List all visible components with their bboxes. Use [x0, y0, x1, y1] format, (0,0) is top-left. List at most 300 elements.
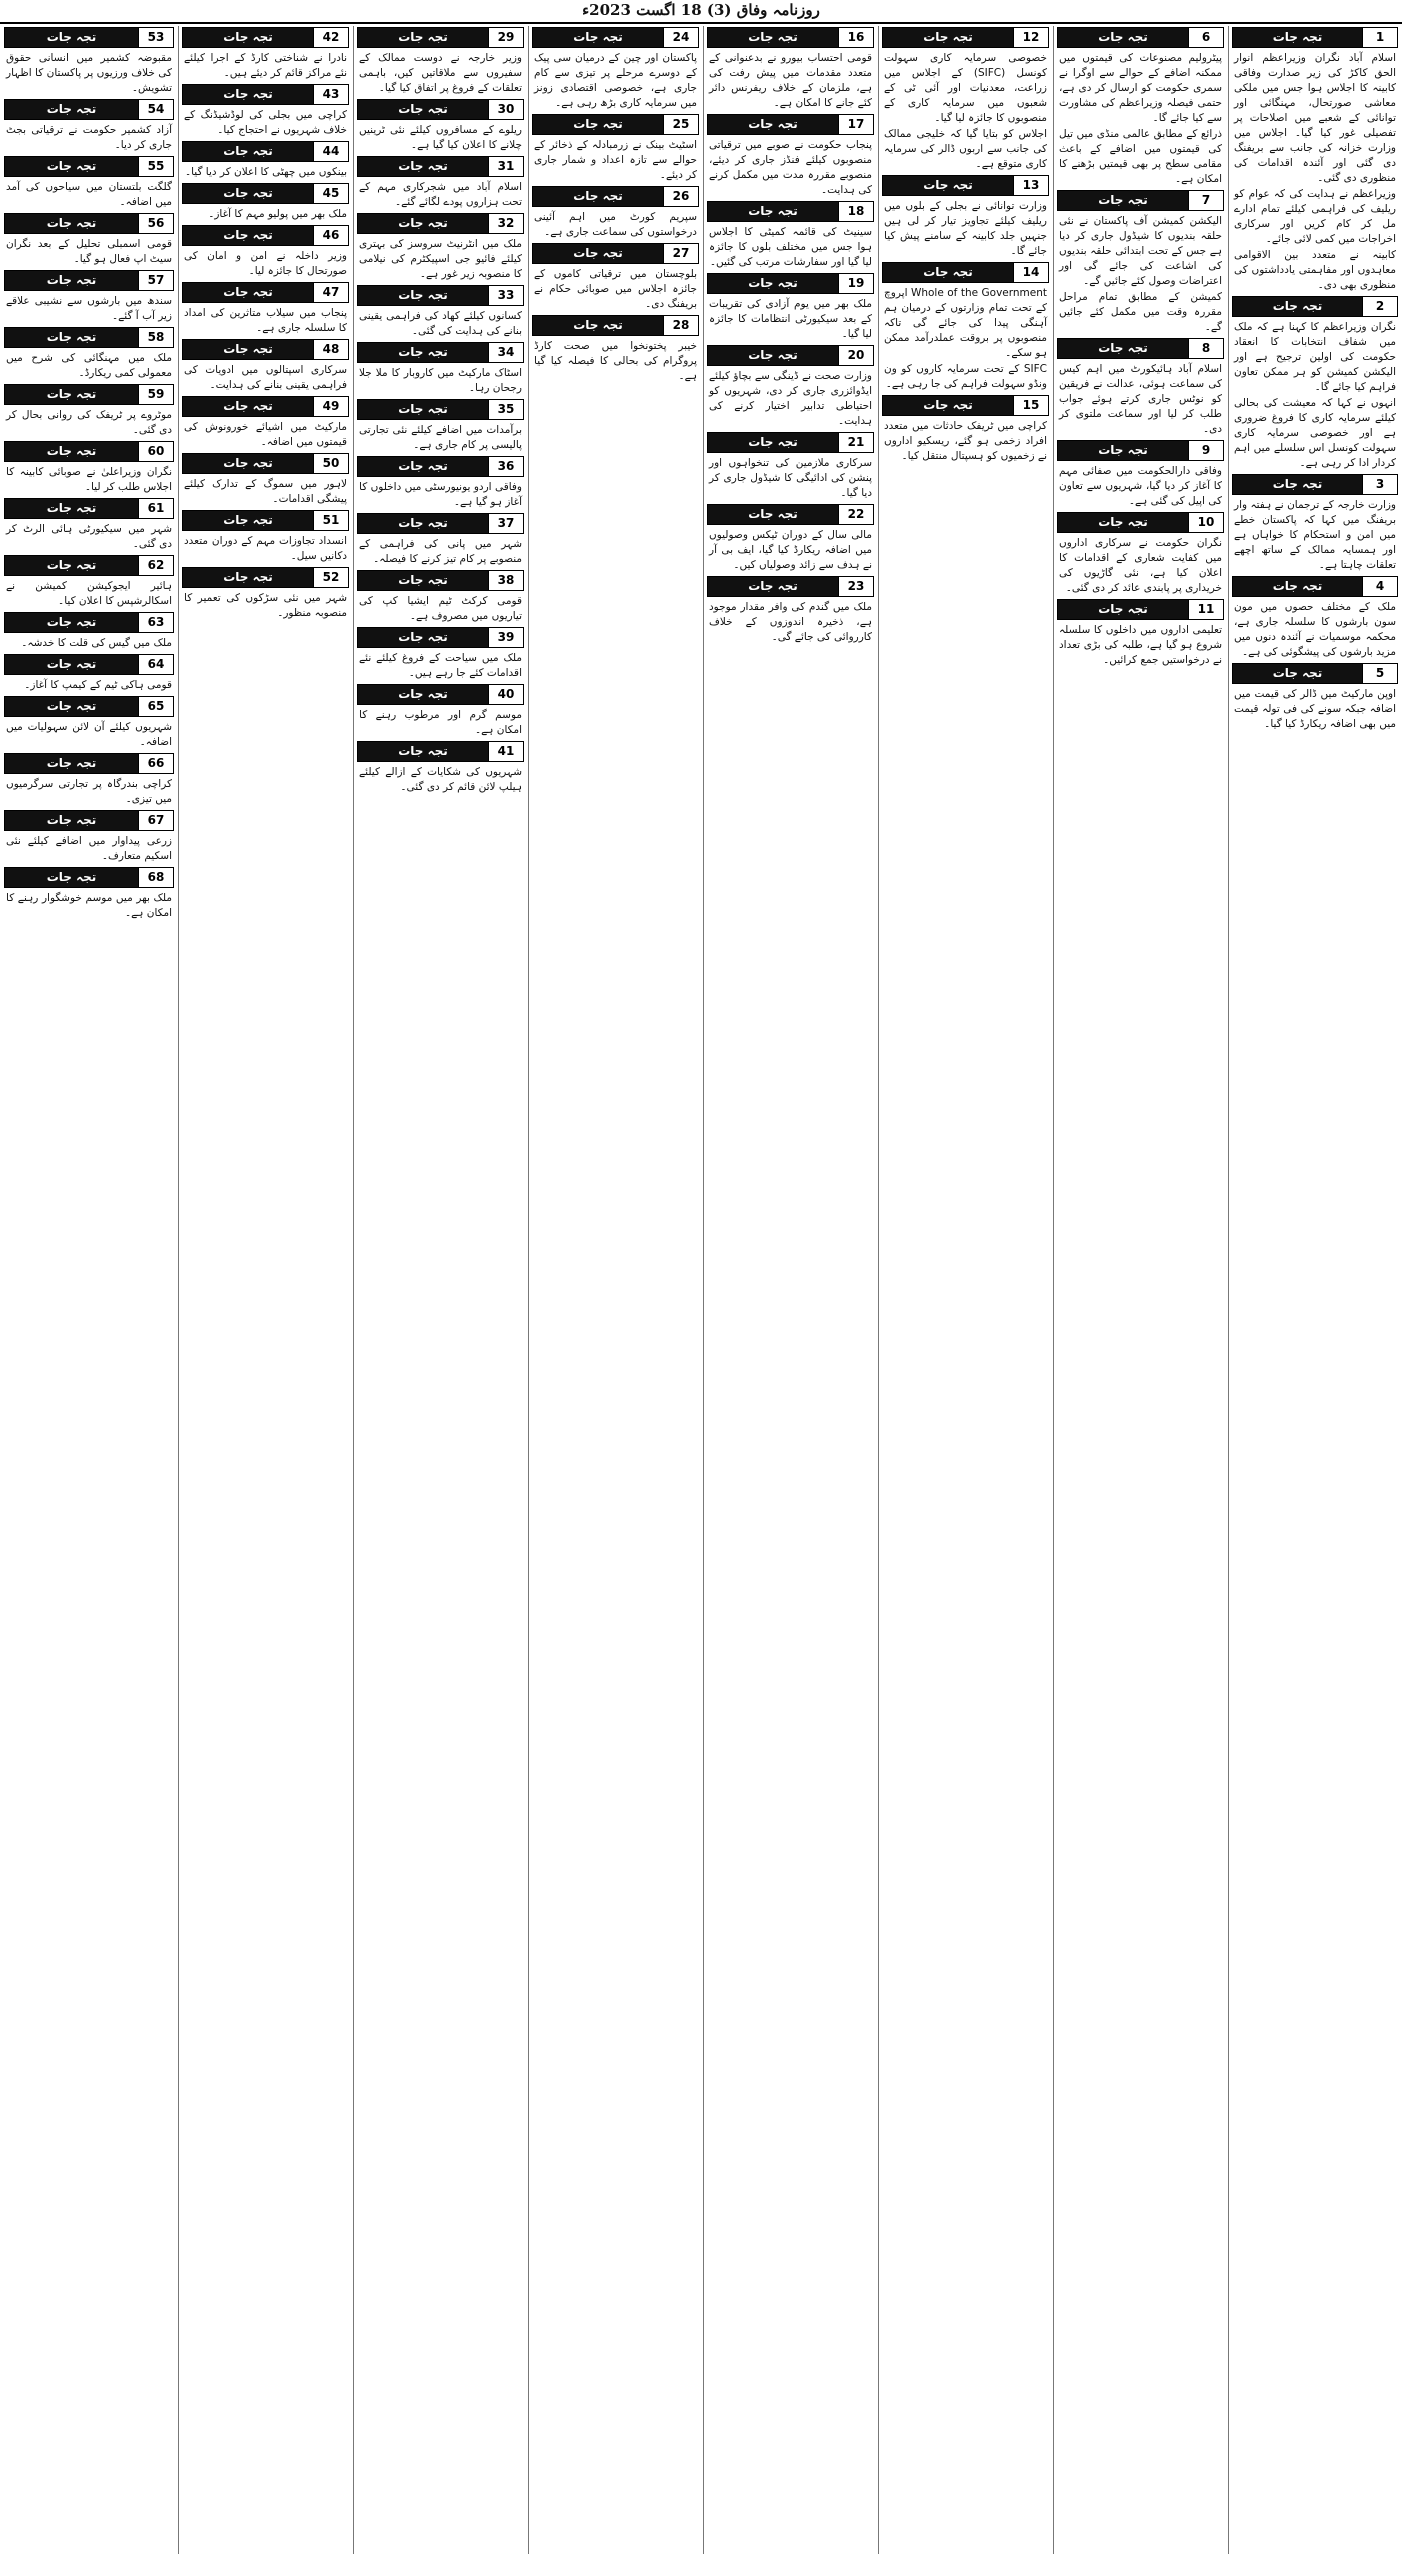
news-item: [182, 27, 349, 81]
column-8: [4, 24, 174, 2556]
news-item: [1057, 338, 1224, 437]
news-item-label: تجہ جات: [1233, 297, 1362, 316]
news-paragraph: وزیر داخلہ نے امن و امان کی صورتحال کا جائزہ لیا۔: [184, 250, 347, 277]
news-item-header: [532, 243, 699, 264]
news-item-header: [182, 396, 349, 417]
news-item-body: [532, 339, 699, 384]
column-divider: [703, 26, 704, 2554]
news-paragraph: بلوچستان میں ترقیاتی کاموں کے جائزہ اجلاس میں صوبائی حکام نے بریفنگ دی۔: [534, 268, 697, 310]
news-item: [4, 867, 174, 921]
news-paragraph: ہائیر ایجوکیشن کمیشن نے اسکالرشپس کا اعلان کیا۔: [6, 580, 172, 607]
news-item-number: 45: [313, 184, 348, 203]
news-item-body: [4, 777, 174, 807]
news-item-number: 36: [488, 457, 523, 476]
news-item: [182, 183, 349, 222]
news-item-number: 34: [488, 343, 523, 362]
news-paragraph: آزاد کشمیر حکومت نے ترقیاتی بجٹ جاری کر دیا۔: [6, 124, 172, 151]
news-paragraph: لاہور میں سموگ کے تدارک کیلئے پیشگی اقدامات۔: [184, 478, 347, 505]
news-item-header: [4, 441, 174, 462]
news-item-number: 43: [313, 85, 348, 104]
news-item: [4, 156, 174, 210]
news-item-label: تجہ جات: [358, 157, 488, 176]
news-item-body: [1057, 51, 1224, 187]
news-item: [1232, 663, 1398, 732]
news-item-number: 49: [313, 397, 348, 416]
news-item-header: [182, 453, 349, 474]
news-item-header: [1232, 663, 1398, 684]
news-item-body: [4, 408, 174, 438]
news-paragraph: انہوں نے کہا کہ معیشت کی بحالی کیلئے سرمایہ کاری کا فروغ ضروری ہے اور خصوصی سرمایہ کاری سہولت کونسل اس سلسلے میں اہم کردار ادا کر رہی ہے۔: [1234, 397, 1396, 469]
news-item-body: [4, 123, 174, 153]
news-paragraph: ذرائع کے مطابق عالمی منڈی میں تیل کی قیمتوں میں اضافے کے باعث مقامی سطح پر بھی قیمتیں بڑھنے کا امکان ہے۔: [1059, 128, 1222, 185]
news-paragraph: خصوصی سرمایہ کاری سہولت کونسل (SIFC) کے اجلاس میں زراعت، معدنیات اور آئی ٹی کے شعبوں میں سرمایہ کاری کے منصوبوں کا جائزہ لیا گیا۔: [884, 52, 1047, 124]
news-item-label: تجہ جات: [358, 343, 488, 362]
news-item-label: تجہ جات: [5, 214, 138, 233]
column-divider: [878, 26, 879, 2554]
news-item-body: [707, 51, 874, 111]
news-item-header: [707, 576, 874, 597]
news-item: [1057, 440, 1224, 509]
news-item-header: [4, 810, 174, 831]
news-item-body: [182, 249, 349, 279]
news-paragraph: اوپن مارکیٹ میں ڈالر کی قیمت میں اضافہ جبکہ سونے کی فی تولہ قیمت میں بھی اضافہ ریکارڈ کیا گیا۔: [1234, 688, 1396, 730]
news-item-body: [357, 480, 524, 510]
news-paragraph: الیکشن کمیشن آف پاکستان نے نئی حلقہ بندیوں کا شیڈول جاری کر دیا ہے جس کے تحت ابتدائی حلقہ بندیوں کی اشاعت کی جائے گی اور اعتراضات وصول کئے جائیں گے۔: [1059, 215, 1222, 287]
news-item-header: [1057, 512, 1224, 533]
news-item-label: تجہ جات: [5, 157, 138, 176]
news-item-label: تجہ جات: [533, 187, 663, 206]
news-item-label: تجہ جات: [1058, 339, 1188, 358]
news-item-number: 32: [488, 214, 523, 233]
news-item-header: [182, 510, 349, 531]
news-item-header: [4, 327, 174, 348]
news-paragraph: ملک میں انٹرنیٹ سروسز کی بہتری کیلئے فائیو جی اسپیکٹرم کی نیلامی کا منصوبہ زیر غور ہے۔: [359, 238, 522, 280]
news-paragraph: ملک کے مختلف حصوں میں مون سون بارشوں کا سلسلہ جاری ہے، محکمہ موسمیات نے آئندہ دنوں میں مزید بارشوں کی پیشگوئی کی ہے۔: [1234, 601, 1396, 658]
news-item: [357, 27, 524, 96]
news-item-number: 26: [663, 187, 698, 206]
news-item-header: [357, 342, 524, 363]
column-2: [1057, 24, 1224, 2556]
news-item-number: 13: [1013, 176, 1048, 195]
news-item-body: [182, 420, 349, 450]
column-divider: [1053, 26, 1054, 2554]
news-item-label: تجہ جات: [883, 396, 1013, 415]
news-item-body: [4, 636, 174, 651]
news-item-label: تجہ جات: [5, 271, 138, 290]
news-item-label: تجہ جات: [358, 742, 488, 761]
news-item-body: [1232, 600, 1398, 660]
news-item-number: 18: [838, 202, 873, 221]
column-5: [532, 24, 699, 2556]
news-item: [882, 395, 1049, 464]
news-item-label: تجہ جات: [533, 28, 663, 47]
news-item-number: 14: [1013, 263, 1048, 282]
news-item: [532, 114, 699, 183]
column-7: [182, 24, 349, 2556]
news-item-number: 59: [138, 385, 173, 404]
news-item: [182, 396, 349, 450]
news-item-number: 58: [138, 328, 173, 347]
news-item-number: 37: [488, 514, 523, 533]
news-item-number: 9: [1188, 441, 1223, 460]
news-item-number: 46: [313, 226, 348, 245]
news-item: [357, 213, 524, 282]
news-item: [357, 285, 524, 339]
news-paragraph: انسداد تجاوزات مہم کے دوران متعدد دکانیں سیل۔: [184, 535, 347, 562]
news-item-label: تجہ جات: [1058, 513, 1188, 532]
news-item: [1232, 576, 1398, 660]
news-item: [532, 243, 699, 312]
news-item-body: [707, 369, 874, 429]
news-item: [1057, 27, 1224, 187]
news-paragraph: شہر میں پانی کی فراہمی کے منصوبے پر کام تیز کرنے کا فیصلہ۔: [359, 538, 522, 565]
news-item-number: 4: [1362, 577, 1397, 596]
news-item-header: [707, 504, 874, 525]
news-item-body: [532, 51, 699, 111]
news-item-body: [4, 522, 174, 552]
news-item-header: [182, 183, 349, 204]
news-item-label: تجہ جات: [358, 514, 488, 533]
news-item-header: [357, 741, 524, 762]
news-item: [357, 684, 524, 738]
news-item-header: [882, 395, 1049, 416]
news-paragraph: نگران وزیراعلیٰ نے صوبائی کابینہ کا اجلاس طلب کر لیا۔: [6, 466, 172, 493]
news-item-body: [357, 309, 524, 339]
news-item-number: 47: [313, 283, 348, 302]
news-item-body: [357, 180, 524, 210]
news-item-header: [4, 498, 174, 519]
news-paragraph: کابینہ نے متعدد بین الاقوامی معاہدوں اور مفاہمتی یادداشتوں کی منظوری بھی دی۔: [1234, 249, 1396, 291]
news-item-header: [707, 432, 874, 453]
news-paragraph: پنجاب حکومت نے صوبے میں ترقیاتی منصوبوں کیلئے فنڈز جاری کر دیئے، منصوبے مقررہ مدت میں مکمل کرنے کی ہدایت۔: [709, 139, 872, 196]
news-item-label: تجہ جات: [5, 385, 138, 404]
news-item-label: تجہ جات: [183, 511, 313, 530]
news-item-number: 41: [488, 742, 523, 761]
news-item-body: [4, 351, 174, 381]
news-item-label: تجہ جات: [183, 454, 313, 473]
news-item-body: [4, 678, 174, 693]
news-item-header: [532, 27, 699, 48]
news-item: [1232, 27, 1398, 293]
news-item-label: تجہ جات: [1058, 441, 1188, 460]
news-item-number: 27: [663, 244, 698, 263]
news-item-header: [357, 684, 524, 705]
news-item-number: 20: [838, 346, 873, 365]
news-item: [182, 141, 349, 180]
news-item-header: [357, 156, 524, 177]
news-item-label: تجہ جات: [5, 868, 138, 887]
news-item: [707, 576, 874, 645]
news-item: [4, 498, 174, 552]
news-item: [707, 201, 874, 270]
news-item-number: 29: [488, 28, 523, 47]
news-item-label: تجہ جات: [1233, 475, 1362, 494]
news-item-number: 56: [138, 214, 173, 233]
news-item-label: تجہ جات: [358, 28, 488, 47]
news-item-header: [4, 654, 174, 675]
news-item-body: [4, 51, 174, 96]
news-item-header: [357, 213, 524, 234]
news-item-header: [882, 27, 1049, 48]
news-item: [182, 84, 349, 138]
news-item: [182, 567, 349, 621]
news-paragraph: کراچی میں ٹریفک حادثات میں متعدد افراد زخمی ہو گئے، ریسکیو اداروں نے زخمیوں کو ہسپتال منتقل کیا۔: [884, 420, 1047, 462]
news-paragraph: سینیٹ کی قائمہ کمیٹی کا اجلاس ہوا جس میں مختلف بلوں کا جائزہ لیا گیا اور سفارشات مرتب کی گئیں۔: [709, 226, 872, 268]
news-paragraph: نگران حکومت نے سرکاری اداروں میں کفایت شعاری کے اقدامات کا اعلان کیا ہے، نئی گاڑیوں کی خریداری پر پابندی عائد کر دی گئی۔: [1059, 537, 1222, 594]
news-item-header: [357, 99, 524, 120]
news-item-label: تجہ جات: [183, 568, 313, 587]
news-item-label: تجہ جات: [708, 577, 838, 596]
news-item-body: [357, 708, 524, 738]
news-item-number: 30: [488, 100, 523, 119]
news-paragraph: ملک میں گیس کی قلت کا خدشہ۔: [21, 637, 172, 649]
news-item-number: 65: [138, 697, 173, 716]
news-item-header: [4, 99, 174, 120]
news-paragraph: ریلوے کے مسافروں کیلئے نئی ٹرینیں چلانے کا اعلان کیا گیا ہے۔: [359, 124, 522, 151]
news-item-header: [182, 225, 349, 246]
news-item-label: تجہ جات: [1233, 28, 1362, 47]
news-paragraph: اسلام آباد نگران وزیراعظم انوار الحق کاکڑ کی زیر صدارت وفاقی کابینہ کا اجلاس ہوا جس میں ملکی معاشی صورتحال، مہنگائی اور توانائی کے شعبے میں اصلاحات پر تفصیلی غور کیا گیا۔ اجلاس میں وزارت خزانہ کی جانب سے بریفنگ دی گئی اور آئندہ اقدامات کی منظوری دی گئی۔: [1234, 52, 1396, 184]
news-item-body: [1057, 214, 1224, 335]
news-paragraph: قومی کرکٹ ٹیم ایشیا کپ کی تیاریوں میں مصروف ہے۔: [359, 595, 522, 622]
news-paragraph: ملک بھر میں یوم آزادی کی تقریبات کے بعد سیکیورٹی انتظامات کا جائزہ لیا گیا۔: [709, 298, 872, 340]
news-item-label: تجہ جات: [1058, 28, 1188, 47]
news-item-header: [707, 114, 874, 135]
news-item: [707, 114, 874, 198]
column-3: [882, 24, 1049, 2556]
news-paragraph: وفاقی دارالحکومت میں صفائی مہم کا آغاز کر دیا گیا، شہریوں سے تعاون کی اپیل کی گئی ہے۔: [1059, 465, 1222, 507]
news-item: [182, 510, 349, 564]
column-divider: [528, 26, 529, 2554]
news-item: [532, 315, 699, 384]
news-item: [707, 27, 874, 111]
news-item-label: تجہ جات: [708, 274, 838, 293]
news-item: [357, 342, 524, 396]
news-item-number: 66: [138, 754, 173, 773]
news-paragraph: بینکوں میں چھٹی کا اعلان کر دیا گیا۔: [184, 166, 347, 178]
news-item-label: تجہ جات: [533, 244, 663, 263]
news-item: [4, 555, 174, 609]
news-item-header: [1057, 190, 1224, 211]
news-paragraph: سرکاری ملازمین کی تنخواہوں اور پنشن کی ادائیگی کا شیڈول جاری کر دیا گیا۔: [709, 457, 872, 499]
news-item-number: 23: [838, 577, 873, 596]
news-item-body: [182, 207, 349, 222]
news-paragraph: نادرا نے شناختی کارڈ کے اجرا کیلئے نئے مراکز قائم کر دیئے ہیں۔: [184, 52, 347, 79]
news-item-number: 28: [663, 316, 698, 335]
news-item-header: [4, 270, 174, 291]
news-item: [357, 570, 524, 624]
news-item-header: [1232, 576, 1398, 597]
news-item-number: 38: [488, 571, 523, 590]
news-item-body: [4, 891, 174, 921]
news-item-number: 22: [838, 505, 873, 524]
news-item: [1057, 512, 1224, 596]
news-item-body: [707, 528, 874, 573]
news-item-header: [532, 114, 699, 135]
news-item-body: [1232, 498, 1398, 573]
news-item-body: [1232, 687, 1398, 732]
news-item-body: [532, 138, 699, 183]
news-paragraph: Whole of the Government اپروچ کے تحت تمام وزارتوں کے درمیان ہم آہنگی پیدا کی جائے گی تاکہ منصوبوں پر بروقت عملدرآمد ممکن ہو سکے۔: [884, 287, 1048, 359]
news-item-number: 12: [1013, 28, 1048, 47]
news-item-number: 16: [838, 28, 873, 47]
news-paragraph: مالی سال کے دوران ٹیکس وصولیوں میں اضافہ ریکارڈ کیا گیا، ایف بی آر نے ہدف سے زائد وصولیاں کیں۔: [709, 529, 872, 571]
news-item: [1232, 296, 1398, 471]
news-item-label: تجہ جات: [5, 28, 138, 47]
news-item-label: تجہ جات: [5, 442, 138, 461]
news-item-number: 19: [838, 274, 873, 293]
news-item: [4, 99, 174, 153]
news-item: [4, 27, 174, 96]
news-item-label: تجہ جات: [358, 457, 488, 476]
news-item-number: 6: [1188, 28, 1223, 47]
news-item: [532, 186, 699, 240]
news-paragraph: خیبر پختونخوا میں صحت کارڈ پروگرام کی بحالی کا فیصلہ کیا گیا ہے۔: [534, 340, 697, 382]
news-item-number: 68: [138, 868, 173, 887]
news-paragraph: شہر میں سیکیورٹی ہائی الرٹ کر دی گئی۔: [6, 523, 172, 550]
news-item-number: 10: [1188, 513, 1223, 532]
news-item-body: [882, 51, 1049, 172]
news-paragraph: اجلاس کو بتایا گیا کہ خلیجی ممالک کی جانب سے اربوں ڈالر کی سرمایہ کاری متوقع ہے۔: [884, 128, 1047, 170]
news-item-header: [182, 567, 349, 588]
news-paragraph: کراچی میں بجلی کی لوڈشیڈنگ کے خلاف شہریوں نے احتجاج کیا۔: [184, 109, 347, 136]
news-item: [357, 156, 524, 210]
news-item-header: [357, 285, 524, 306]
news-item-number: 5: [1362, 664, 1397, 683]
news-item-number: 63: [138, 613, 173, 632]
news-item-body: [357, 651, 524, 681]
news-item: [4, 327, 174, 381]
news-item-header: [1232, 27, 1398, 48]
news-item-body: [532, 210, 699, 240]
news-item-label: تجہ جات: [183, 397, 313, 416]
news-item: [4, 696, 174, 750]
news-item: [882, 262, 1049, 392]
news-item-number: 21: [838, 433, 873, 452]
news-item-number: 61: [138, 499, 173, 518]
news-item-body: [4, 465, 174, 495]
news-item: [707, 273, 874, 342]
news-item-number: 52: [313, 568, 348, 587]
news-item-label: تجہ جات: [358, 628, 488, 647]
news-item-label: تجہ جات: [183, 28, 313, 47]
news-item-body: [1057, 464, 1224, 509]
news-item-body: [882, 419, 1049, 464]
news-item-label: تجہ جات: [1058, 191, 1188, 210]
news-item: [882, 27, 1049, 172]
news-paragraph: اسٹاک مارکیٹ میں کاروبار کا ملا جلا رجحان رہا۔: [359, 367, 522, 394]
news-item-label: تجہ جات: [5, 100, 138, 119]
news-paragraph: مارکیٹ میں اشیائے خورونوش کی قیمتوں میں اضافہ۔: [184, 421, 347, 448]
news-item-header: [4, 867, 174, 888]
news-item: [357, 513, 524, 567]
news-item-header: [707, 345, 874, 366]
news-paragraph: برآمدات میں اضافے کیلئے نئی تجارتی پالیسی پر کام جاری ہے۔: [359, 424, 522, 451]
news-item: [4, 384, 174, 438]
news-paragraph: مقبوضہ کشمیر میں انسانی حقوق کی خلاف ورزیوں پر پاکستان کا اظہار تشویش۔: [6, 52, 172, 94]
news-paragraph: قومی ہاکی ٹیم کے کیمپ کا آغاز۔: [24, 679, 172, 691]
news-item-header: [182, 141, 349, 162]
news-item-header: [357, 627, 524, 648]
news-item: [4, 270, 174, 324]
news-item-header: [182, 339, 349, 360]
news-item-number: 55: [138, 157, 173, 176]
news-item-label: تجہ جات: [883, 176, 1013, 195]
news-item-label: تجہ جات: [5, 328, 138, 347]
news-item-header: [182, 282, 349, 303]
news-paragraph: موسم گرم اور مرطوب رہنے کا امکان ہے۔: [359, 709, 522, 736]
news-paragraph: ملک بھر میں پولیو مہم کا آغاز۔: [208, 208, 347, 220]
news-paragraph: اسلام آباد ہائیکورٹ میں اہم کیس کی سماعت ہوئی، عدالت نے فریقین کو نوٹس جاری کرتے ہوئے جواب طلب کر لیا اور سماعت ملتوی کر دی۔: [1059, 363, 1222, 435]
news-item-label: تجہ جات: [1058, 600, 1188, 619]
news-item-number: 15: [1013, 396, 1048, 415]
news-item-label: تجہ جات: [708, 115, 838, 134]
news-item: [4, 612, 174, 651]
news-paragraph: سندھ میں بارشوں سے نشیبی علاقے زیر آب آ گئے۔: [6, 295, 172, 322]
news-item-label: تجہ جات: [5, 754, 138, 773]
news-item-label: تجہ جات: [358, 571, 488, 590]
news-item-label: تجہ جات: [708, 433, 838, 452]
news-paragraph: شہریوں کی شکایات کے ازالے کیلئے ہیلپ لائن قائم کر دی گئی۔: [359, 766, 522, 793]
news-paragraph: کمیشن کے مطابق تمام مراحل مقررہ وقت میں مکمل کئے جائیں گے۔: [1059, 291, 1222, 333]
news-item-body: [707, 600, 874, 645]
news-paragraph: وزارت صحت نے ڈینگی سے بچاؤ کیلئے ایڈوائزری جاری کر دی، شہریوں کو احتیاطی تدابیر اختیار کرنے کی ہدایت۔: [709, 370, 872, 427]
news-item-body: [182, 108, 349, 138]
news-item-label: تجہ جات: [5, 811, 138, 830]
news-item-header: [357, 570, 524, 591]
news-item: [182, 453, 349, 507]
news-paragraph: SIFC کے تحت سرمایہ کاروں کو ون ونڈو سہولت فراہم کی جا رہی ہے۔: [884, 363, 1047, 390]
column-6: [357, 24, 524, 2556]
news-item-label: تجہ جات: [183, 226, 313, 245]
news-item-label: تجہ جات: [5, 697, 138, 716]
news-item-header: [4, 555, 174, 576]
news-paragraph: پیٹرولیم مصنوعات کی قیمتوں میں ممکنہ اضافے کے حوالے سے اوگرا نے سمری حکومت کو ارسال کر دی ہے، حتمی فیصلہ وزیراعظم کی مشاورت سے کیا جائے گا۔: [1059, 52, 1222, 124]
news-item-number: 40: [488, 685, 523, 704]
news-item: [182, 282, 349, 336]
news-item: [4, 654, 174, 693]
news-item-number: 64: [138, 655, 173, 674]
news-item-body: [182, 363, 349, 393]
news-paragraph: قومی اسمبلی تحلیل کے بعد نگران سیٹ اپ فعال ہو گیا۔: [6, 238, 172, 265]
news-paragraph: قومی احتساب بیورو نے بدعنوانی کے متعدد مقدمات میں پیش رفت کی ہے، ملزمان کے خلاف ریفرنس دائر کئے جانے کا امکان ہے۔: [709, 52, 872, 109]
news-item-body: [4, 237, 174, 267]
news-item-header: [357, 456, 524, 477]
news-item: [532, 27, 699, 111]
news-item-body: [707, 225, 874, 270]
news-item-header: [1057, 338, 1224, 359]
news-item: [357, 99, 524, 153]
news-item-number: 31: [488, 157, 523, 176]
news-paragraph: گلگت بلتستان میں سیاحوں کی آمد میں اضافہ۔: [6, 181, 172, 208]
news-item-header: [882, 175, 1049, 196]
news-item-label: تجہ جات: [533, 115, 663, 134]
news-paragraph: سپریم کورٹ میں اہم آئینی درخواستوں کی سماعت جاری ہے۔: [534, 211, 697, 238]
news-item-label: تجہ جات: [183, 340, 313, 359]
news-item-header: [357, 399, 524, 420]
news-paragraph: نگران وزیراعظم کا کہنا ہے کہ ملک میں شفاف انتخابات کا انعقاد حکومت کی اولین ترجیح ہے اور الیکشن کمیشن کو ہر ممکن تعاون فراہم کیا جائے گا۔: [1234, 321, 1396, 393]
news-item-body: [1057, 536, 1224, 596]
news-item-body: [357, 594, 524, 624]
news-item-body: [357, 366, 524, 396]
news-paragraph: وفاقی اردو یونیورسٹی میں داخلوں کا آغاز ہو گیا ہے۔: [359, 481, 522, 508]
news-item-header: [357, 513, 524, 534]
news-item: [182, 339, 349, 393]
news-item-header: [1232, 296, 1398, 317]
news-item-number: 44: [313, 142, 348, 161]
news-paragraph: اسلام آباد میں شجرکاری مہم کے تحت ہزاروں پودے لگائے گئے۔: [359, 181, 522, 208]
news-item-body: [182, 165, 349, 180]
